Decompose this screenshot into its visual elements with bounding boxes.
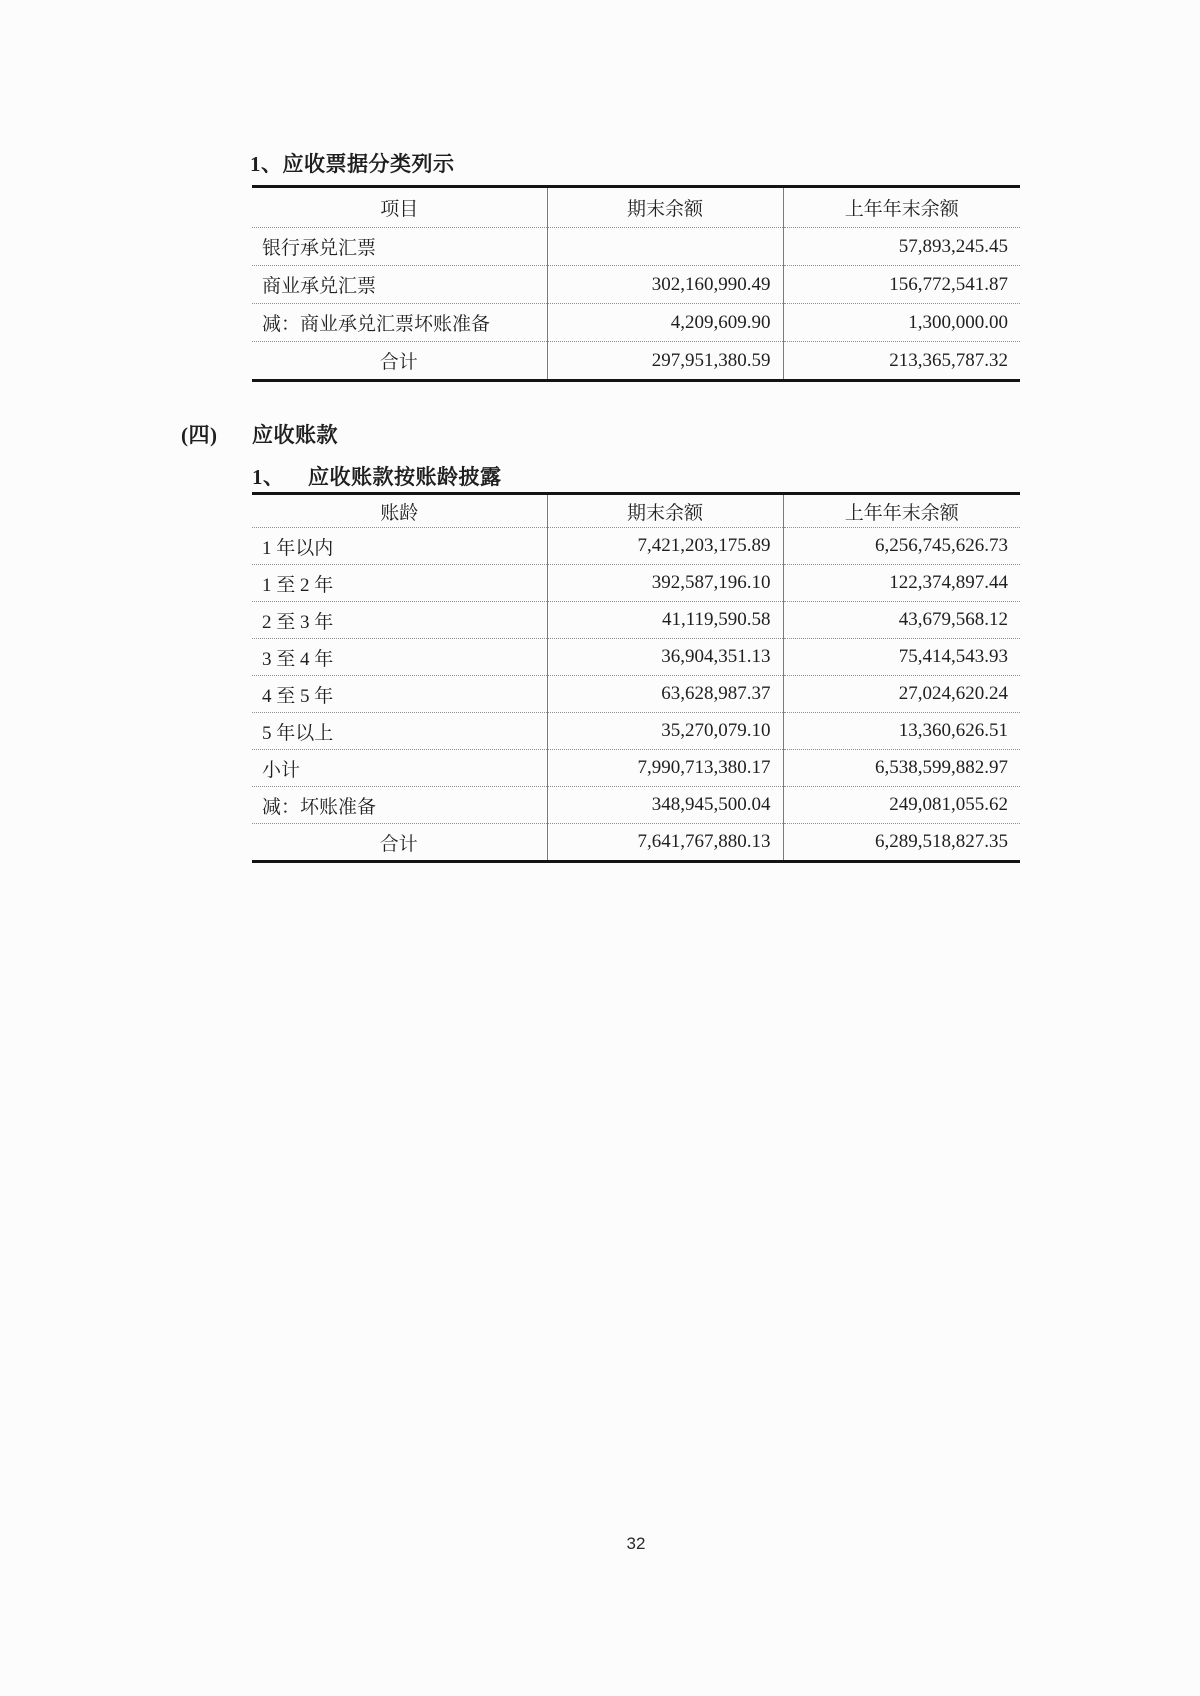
- row-label: 4 至 5 年: [252, 676, 547, 713]
- value-current: 348,945,500.04: [547, 787, 783, 824]
- table-header-row: [252, 187, 1020, 228]
- value-prior: 6,256,745,626.73: [783, 528, 1020, 565]
- value-current: 63,628,987.37: [547, 676, 783, 713]
- column-header-item: 项目: [252, 187, 547, 228]
- value-current: 35,270,079.10: [547, 713, 783, 750]
- accounts-receivable-aging-table: [252, 492, 1020, 863]
- value-prior: 27,024,620.24: [783, 676, 1020, 713]
- value-prior: 75,414,543.93: [783, 639, 1020, 676]
- value-current: 36,904,351.13: [547, 639, 783, 676]
- row-label: 银行承兑汇票: [252, 228, 547, 266]
- row-label: 合计: [252, 342, 547, 381]
- table-header-row: [252, 494, 1020, 528]
- value-current: 4,209,609.90: [547, 304, 783, 342]
- row-label: 3 至 4 年: [252, 639, 547, 676]
- row-label: 减：坏账准备: [252, 787, 547, 824]
- table-row: [252, 565, 1020, 602]
- aging-subheading-index: 1、: [252, 465, 285, 489]
- value-prior: 249,081,055.62: [783, 787, 1020, 824]
- row-label: 商业承兑汇票: [252, 266, 547, 304]
- table-row: [252, 528, 1020, 565]
- value-prior: 57,893,245.45: [783, 228, 1020, 266]
- value-current: 41,119,590.58: [547, 602, 783, 639]
- value-prior: 6,538,599,882.97: [783, 750, 1020, 787]
- row-label: 2 至 3 年: [252, 602, 547, 639]
- value-prior: 43,679,568.12: [783, 602, 1020, 639]
- value-current: 297,951,380.59: [547, 342, 783, 381]
- table-total-row: [252, 342, 1020, 381]
- value-current: 7,990,713,380.17: [547, 750, 783, 787]
- accounts-receivable-section-heading: 应收账款: [252, 423, 338, 447]
- table-row: [252, 713, 1020, 750]
- row-label: 1 至 2 年: [252, 565, 547, 602]
- table-row: [252, 639, 1020, 676]
- accounts-receivable-section-index: (四): [181, 423, 218, 447]
- column-header-ending-balance: 期末余额: [547, 187, 783, 228]
- value-prior: 122,374,897.44: [783, 565, 1020, 602]
- column-header-aging: 账龄: [252, 494, 547, 528]
- value-prior: 213,365,787.32: [889, 349, 1008, 371]
- row-label: 合计: [252, 824, 547, 862]
- value-current: 392,587,196.10: [547, 565, 783, 602]
- value-prior: 1,300,000.00: [783, 304, 1020, 342]
- value-prior: 13,360,626.51: [783, 713, 1020, 750]
- value-current: 302,160,990.49: [547, 266, 783, 304]
- table-row: [252, 304, 1020, 342]
- aging-subheading: 应收账款按账龄披露: [308, 465, 502, 489]
- value-current: [547, 228, 783, 266]
- notes-receivable-table: [252, 185, 1020, 382]
- table-row: [252, 266, 1020, 304]
- column-header-prior-year-balance: 上年年末余额: [783, 187, 1020, 228]
- notes-receivable-heading: 1、应收票据分类列示: [250, 152, 455, 176]
- column-header-prior-year-balance: 上年年末余额: [783, 494, 1020, 528]
- value-current: 7,421,203,175.89: [547, 528, 783, 565]
- table-row: [252, 676, 1020, 713]
- value-current: 7,641,767,880.13: [547, 824, 783, 862]
- table-row: [252, 228, 1020, 266]
- table-subtotal-row: [252, 750, 1020, 787]
- column-header-ending-balance: 期末余额: [547, 494, 783, 528]
- row-label: 1 年以内: [252, 528, 547, 565]
- table-row: [252, 787, 1020, 824]
- value-prior: 6,289,518,827.35: [875, 831, 1008, 852]
- page-number: 32: [626, 1534, 646, 1553]
- table-total-row: [252, 824, 1020, 862]
- table-row: [252, 602, 1020, 639]
- row-label: 5 年以上: [252, 713, 547, 750]
- value-prior: 156,772,541.87: [783, 266, 1020, 304]
- row-label: 减：商业承兑汇票坏账准备: [252, 304, 547, 342]
- row-label: 小计: [252, 750, 547, 787]
